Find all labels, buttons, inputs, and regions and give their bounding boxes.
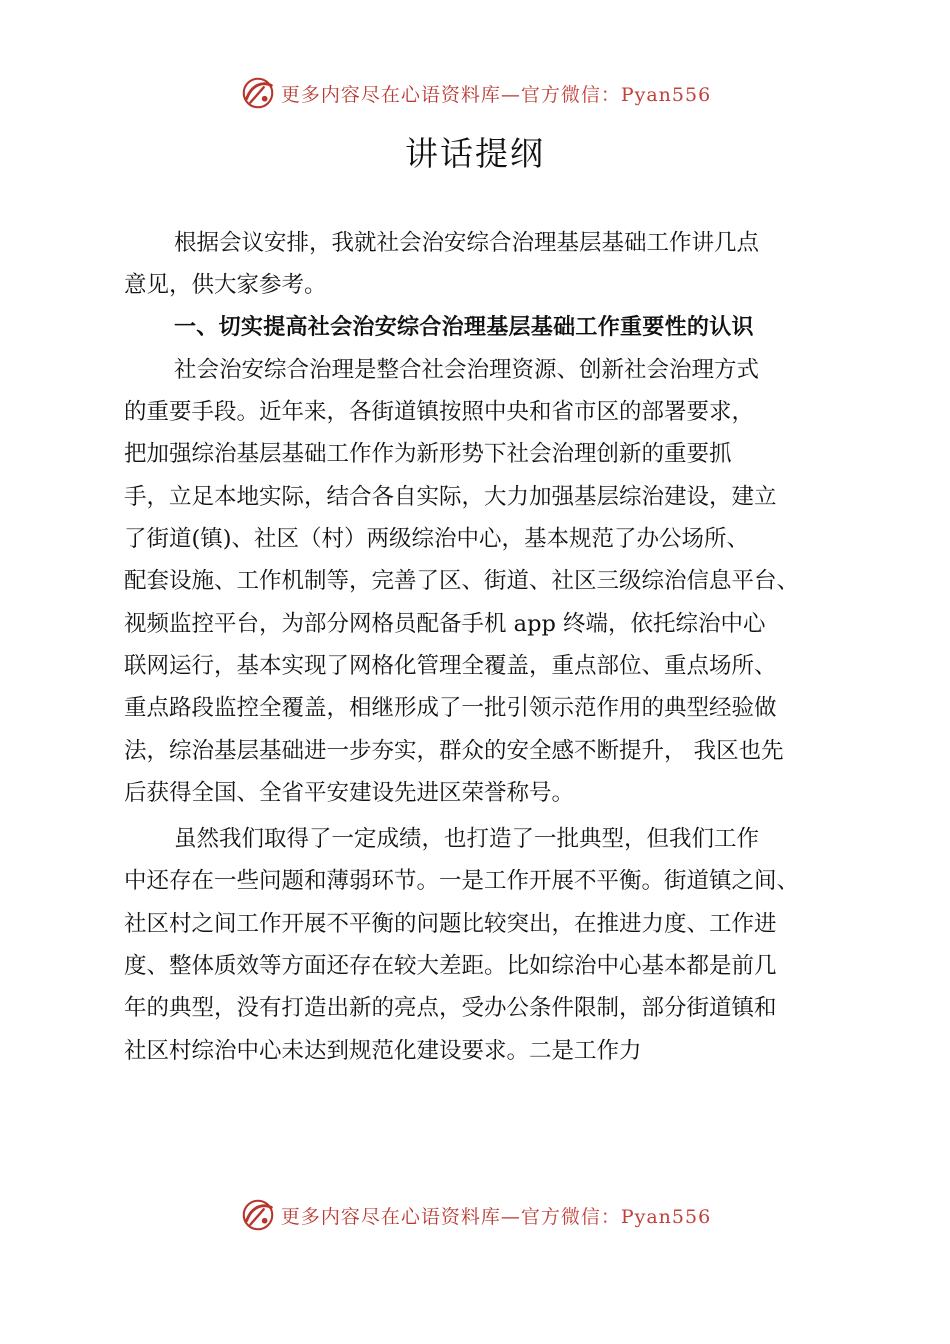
text-line: 联网运行，基本实现了网格化管理全覆盖，重点部位、重点场所、 [124, 652, 777, 679]
banner-dash: — [500, 1205, 521, 1228]
page-title: 讲话提纲 [405, 134, 545, 173]
text-line: 年的典型，没有打造出新的亮点，受办公条件限制，部分街道镇和 [124, 995, 777, 1022]
text-line: 重点路段监控全覆盖，相继形成了一批引领示范作用的典型经验做 [124, 695, 777, 722]
brand-logo-icon [239, 74, 277, 112]
text-line: 后获得全国、全省平安建设先进区荣誉称号。 [124, 779, 575, 806]
text-line: 根据会议安排，我就社会治安综合治理基层基础工作讲几点 [174, 230, 760, 256]
text-line: 法，综治基层基础进一步夯实，群众的安全感不断提升， 我区也先 [124, 737, 784, 764]
text-line: 中还存在一些问题和薄弱环节。一是工作开展不平衡。街道镇之间、 [124, 868, 800, 895]
banner-wechat: 官方微信：Pyan556 [520, 1205, 712, 1228]
text-line: 度、整体质效等方面还存在较大差距。比如综治中心基本都是前几 [124, 953, 777, 980]
text-line: 视频监控平台，为部分网格员配备手机 app 终端，依托综治中心 [124, 610, 766, 637]
banner-brand: 更多内容尽在心语资料库 [280, 1205, 501, 1228]
text-line: 社区村综治中心未达到规范化建设要求。二是工作力 [124, 1037, 642, 1064]
text-line: 配套设施、工作机制等，完善了区、街道、社区三级综治信息平台、 [124, 568, 800, 595]
text-line: 了街道(镇)、社区（村）两级综治中心，基本规范了办公场所、 [124, 526, 750, 553]
text-line: 社区村之间工作开展不平衡的问题比较突出，在推进力度、工作进 [124, 910, 777, 937]
banner-wechat: 官方微信：Pyan556 [520, 83, 712, 106]
banner-dash: — [500, 83, 521, 106]
footer-banner [0, 1193, 950, 1237]
text-line: 意见，供大家参考。 [124, 272, 327, 299]
banner-brand: 更多内容尽在心语资料库 [280, 83, 501, 106]
text-line: 社会治安综合治理是整合社会治理资源、创新社会治理方式 [174, 356, 760, 383]
section-heading: 一、切实提高社会治安综合治理基层基础工作重要性的认识 [174, 314, 754, 340]
document-body [124, 222, 844, 1072]
text-line: 把加强综治基层基础工作作为新形势下社会治理创新的重要抓 [124, 441, 732, 468]
header-banner [0, 71, 950, 115]
brand-logo-icon [239, 1196, 277, 1234]
text-line: 的重要手段。近年来，各街道镇按照中央和省市区的部署要求， [124, 399, 755, 426]
text-line: 手，立足本地实际，结合各自实际，大力加强基层综治建设，建立 [124, 483, 777, 510]
text-line: 虽然我们取得了一定成绩，也打造了一批典型，但我们工作 [174, 826, 760, 853]
